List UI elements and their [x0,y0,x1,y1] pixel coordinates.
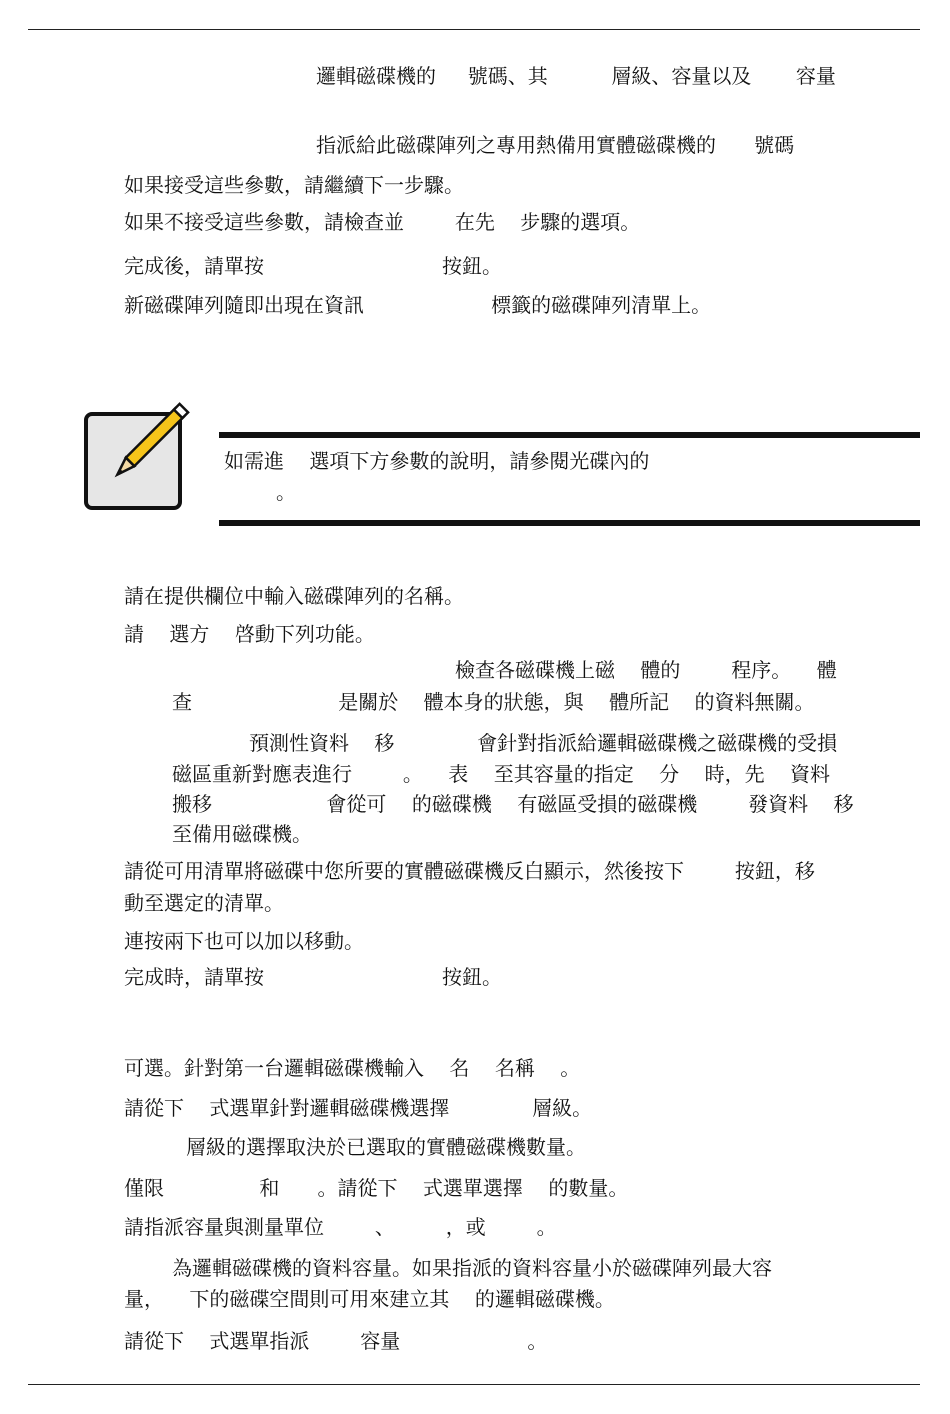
text-line: 指派給此磁碟陣列之專用熱備用實體磁碟機的 號碼 [316,133,795,157]
pencil-note-icon [78,400,198,516]
text-line: 可選。針對第一台邏輯磁碟機輸入 名 名稱 。 [124,1056,581,1080]
text-line: 動至選定的清單。 [124,891,284,915]
note-top-bar [219,432,920,438]
text-line: 連按兩下也可以加以移動。 [124,929,364,953]
bottom-rule [28,1384,920,1385]
text-line: 搬移 會從可 的磁碟機 有磁區受損的磁碟機 發資料 移 [172,792,854,816]
text-line: 請從下 式選單針對邏輯磁碟機選擇 層級。 [124,1096,593,1120]
note-bottom-bar [219,520,920,526]
text-line: 請指派容量與測量單位 、 ，或 。 [124,1215,557,1239]
text-line: 完成後，請單按 按鈕。 [124,254,503,278]
text-line: 新磁碟陣列隨即出現在資訊 標籤的磁碟陣列清單上。 [124,293,712,317]
text-line: 磁區重新對應表進行 。 表 至其容量的指定 分 時，先 資料 [172,762,831,786]
text-line: 如果不接受這些參數，請檢查並 在先 步驟的選項。 [124,210,641,234]
text-line: 量， 下的磁碟空間則可用來建立其 的邏輯磁碟機。 [124,1287,615,1311]
text-line: 至備用磁碟機。 [172,822,312,846]
text-line: 為邏輯磁碟機的資料容量。如果指派的資料容量小於磁碟陣列最大容 [172,1256,772,1280]
note-text-line-2: 。 [276,480,296,504]
text-line: 請在提供欄位中輸入磁碟陣列的名稱。 [124,584,464,608]
note-text-line-1: 如需進 選項下方參數的說明，請參閱光碟內的 [224,449,650,473]
text-line: 層級的選擇取決於已選取的實體磁碟機數量。 [186,1135,586,1159]
text-line: 完成時，請單按 按鈕。 [124,965,503,989]
text-line: 請從可用清單將磁碟中您所要的實體磁碟機反白顯示，然後按下 按鈕，移 [124,859,815,883]
text-line: 請 選方 啓動下列功能。 [124,622,375,646]
text-line: 請從下 式選單指派 容量 。 [124,1329,548,1353]
top-rule [28,29,920,30]
text-line: 邏輯磁碟機的 號碼、其 層級、容量以及 容量 [316,64,836,88]
text-line: 查 是關於 體本身的狀態，與 體所記 的資料無關。 [172,690,815,714]
text-line: 預測性資料 移 會針對指派給邏輯磁碟機之磁碟機的受損 [249,731,838,755]
text-line: 檢查各磁碟機上磁 體的 程序。 體 [455,658,837,682]
text-line: 僅限 和 。請從下 式選單選擇 的數量。 [124,1176,629,1200]
text-line: 如果接受這些參數，請繼續下一步驟。 [124,173,464,197]
